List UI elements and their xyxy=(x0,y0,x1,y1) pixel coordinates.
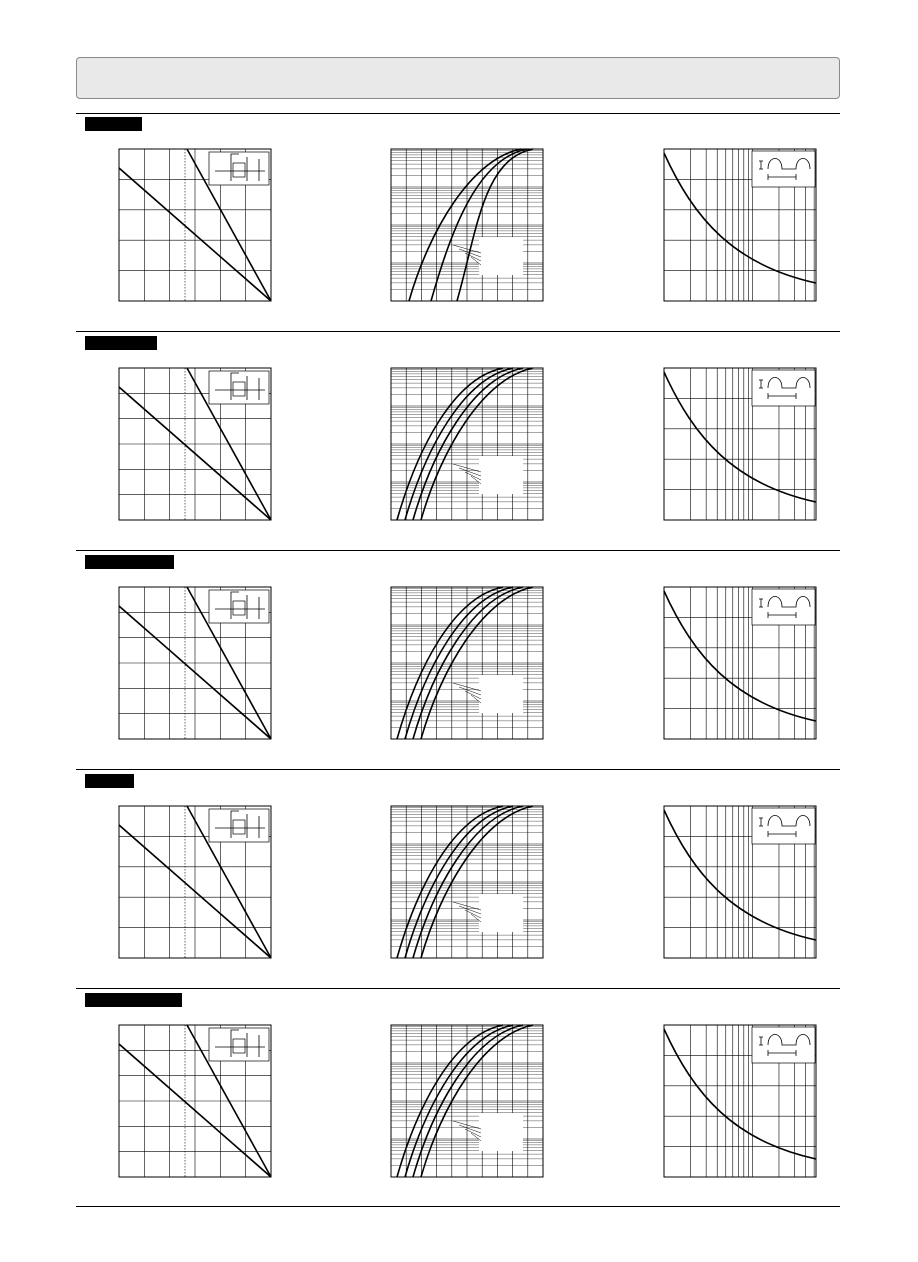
section-divider xyxy=(76,113,840,114)
forward-graph-1 xyxy=(391,149,543,301)
derating-graph-1 xyxy=(119,149,271,301)
leader-line xyxy=(459,687,481,695)
derating-graph-2 xyxy=(119,368,271,520)
legend-area xyxy=(479,675,523,713)
derating-graph-4 xyxy=(119,806,271,958)
section-divider xyxy=(76,769,840,770)
forward-graph-3 xyxy=(391,587,543,739)
section-divider xyxy=(76,988,840,989)
surge-graph-2 xyxy=(664,368,816,520)
surge-graph-5 xyxy=(664,1025,816,1177)
package-body xyxy=(233,601,245,615)
surge-graph-3 xyxy=(664,587,816,739)
package-body xyxy=(233,163,245,177)
derating-graph-3 xyxy=(119,587,271,739)
section-tag-2 xyxy=(85,336,157,350)
section-tag-5 xyxy=(85,993,182,1007)
package-body xyxy=(233,820,245,834)
section-divider xyxy=(76,331,840,332)
forward-graph-2 xyxy=(391,368,543,520)
page-title-bar xyxy=(76,57,840,99)
section-tag-3 xyxy=(85,555,174,569)
derating-graph-5 xyxy=(119,1025,271,1177)
leader-line xyxy=(459,1125,481,1133)
leader-line xyxy=(459,906,481,914)
section-divider xyxy=(76,550,840,551)
page-bottom-rule xyxy=(76,1206,840,1207)
surge-graph-1 xyxy=(664,149,816,301)
section-tag-1 xyxy=(85,117,142,131)
section-tag-4 xyxy=(85,774,134,788)
legend-area xyxy=(479,456,523,494)
legend-area xyxy=(479,237,523,275)
forward-graph-5 xyxy=(391,1025,543,1177)
surge-graph-4 xyxy=(664,806,816,958)
package-body xyxy=(233,1039,245,1053)
leader-line xyxy=(459,468,481,476)
package-body xyxy=(233,382,245,396)
legend-area xyxy=(479,894,523,932)
legend-area xyxy=(479,1113,523,1151)
forward-graph-4 xyxy=(391,806,543,958)
